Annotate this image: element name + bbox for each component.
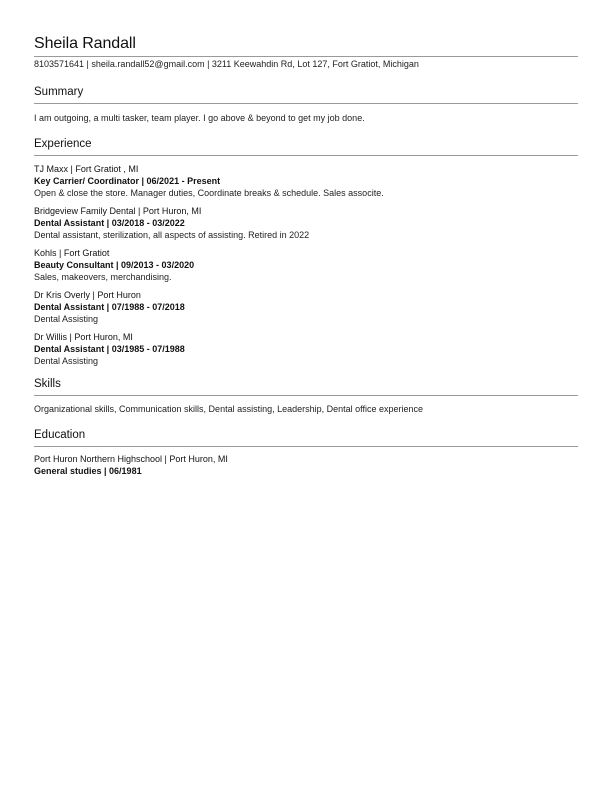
candidate-name: Sheila Randall [34, 35, 136, 52]
experience-role: Dental Assistant | 03/1985 - 07/1988 [34, 344, 185, 354]
experience-company: Bridgeview Family Dental | Port Huron, MI [34, 206, 202, 216]
summary-divider [34, 103, 578, 104]
experience-list [34, 163, 578, 367]
experience-role: Dental Assistant | 03/2018 - 03/2022 [34, 218, 185, 228]
experience-role: Beauty Consultant | 09/2013 - 03/2020 [34, 260, 195, 270]
experience-divider [34, 155, 578, 156]
experience-company: Dr Willis | Port Huron, MI [34, 332, 133, 342]
summary-section-header [34, 85, 578, 104]
experience-role: Key Carrier/ Coordinator | 06/2021 - Present [34, 176, 221, 186]
experience-entry [34, 289, 578, 325]
education-title: Education [34, 429, 86, 441]
experience-role: Dental Assistant | 07/1988 - 07/2018 [34, 302, 185, 312]
experience-company: Kohls | Fort Gratiot [34, 248, 110, 258]
education-program: General studies | 06/1981 [34, 466, 142, 476]
education-divider [34, 446, 578, 447]
experience-entry [34, 205, 578, 241]
experience-description: Dental Assisting [34, 356, 99, 366]
experience-description: Dental assistant, sterilization, all aspects of assisting. Retired in 2022 [34, 230, 310, 240]
summary-title: Summary [34, 86, 84, 98]
skills-text: Organizational skills, Communication skills, Dental assisting, Leadership, Dental office experience [34, 404, 424, 414]
experience-description: Open & close the store. Manager duties, Coordinate breaks & schedule. Sales associte. [34, 188, 384, 198]
summary-text: I am outgoing, a multi tasker, team player. I go above & beyond to get my job done. [34, 113, 365, 123]
resume-page [34, 34, 578, 477]
education-section-header [34, 428, 578, 447]
skills-title: Skills [34, 378, 61, 390]
experience-entry [34, 331, 578, 367]
experience-company: TJ Maxx | Fort Gratiot , MI [34, 164, 139, 174]
header-divider [34, 56, 578, 57]
experience-section-header [34, 137, 578, 156]
experience-entry [34, 247, 578, 283]
education-school: Port Huron Northern Highschool | Port Huron, MI [34, 454, 228, 464]
experience-description: Dental Assisting [34, 314, 99, 324]
experience-title: Experience [34, 138, 92, 150]
experience-company: Dr Kris Overly | Port Huron [34, 290, 141, 300]
skills-section-header [34, 377, 578, 396]
skills-divider [34, 395, 578, 396]
education-entry [34, 453, 578, 477]
experience-description: Sales, makeovers, merchandising. [34, 272, 172, 282]
contact-info: 8103571641 | sheila.randall52@gmail.com | 3211 Keewahdin Rd, Lot 127, Fort Gratiot, Michigan [34, 59, 419, 69]
experience-entry [34, 163, 578, 199]
